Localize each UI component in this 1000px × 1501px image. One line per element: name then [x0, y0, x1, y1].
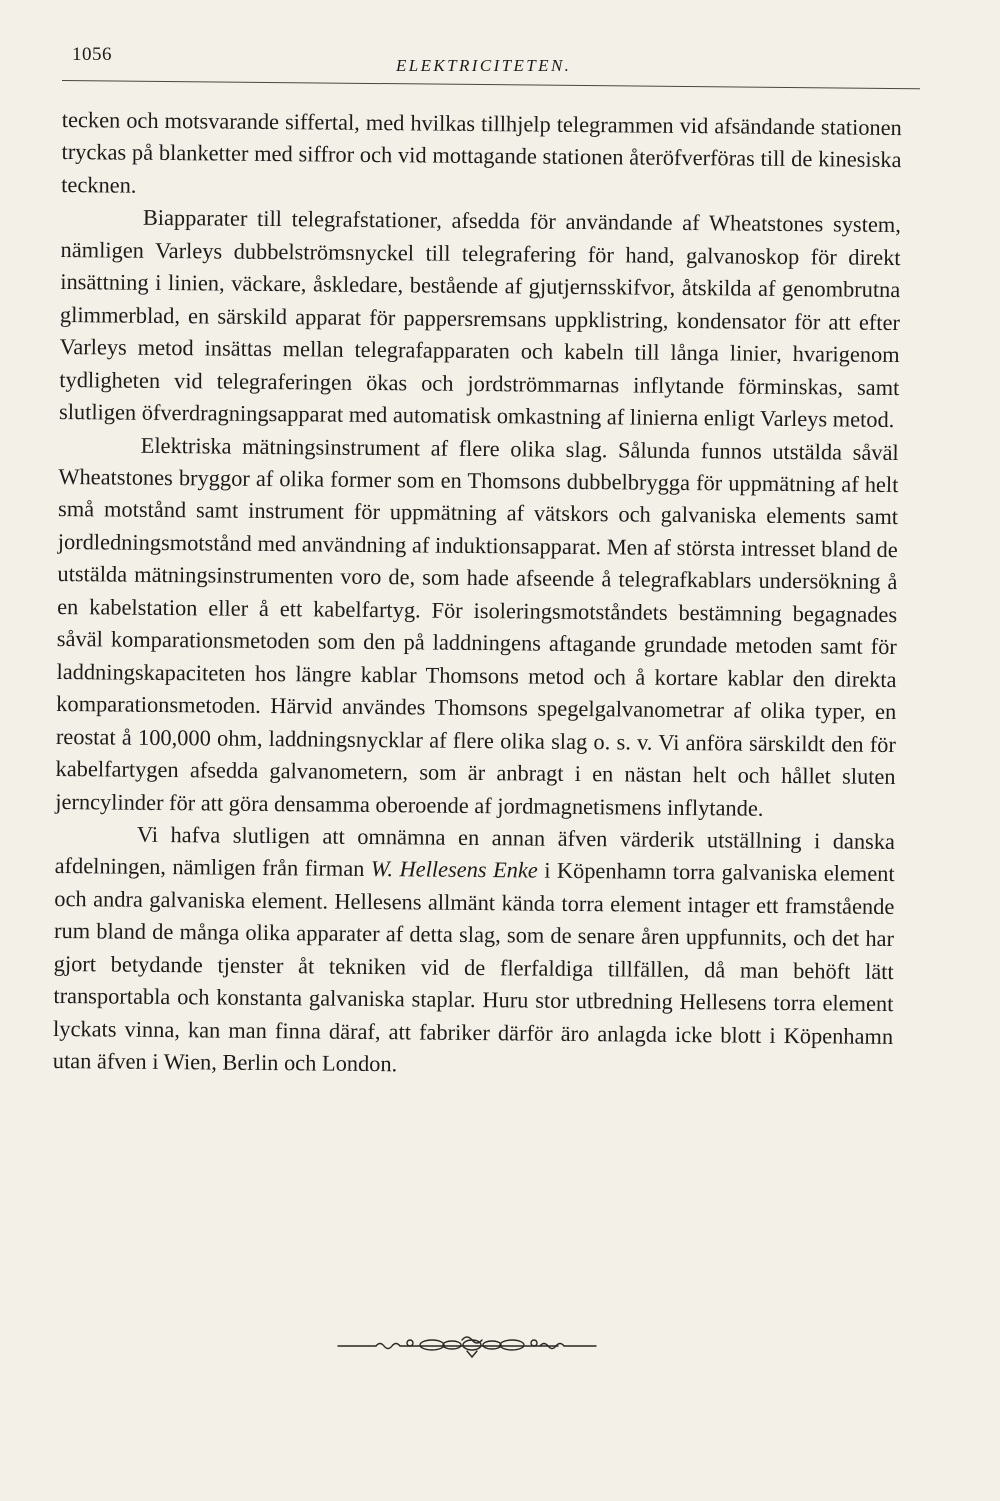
paragraph-4-end: i Köpenhamn torra galvaniska element och andra galvaniska element. Hellesens allmänt kända torra element intager ett framstående rum bland de många olika apparater af detta slag, som de senare åren uppfunnits, och det har gjort betydande tjenster åt tekniken vid de flerfaldiga tillfällen, då man behöft lätt transportabla och konstanta galvaniska staplar. Huru stor utbredning Hellesens torra element lyckats vinna, kan man finna däraf, att fabriker därför äro anlagda icke blott i Köpenhamn utan äfven i Wien, Berlin och London.: [52, 858, 895, 1077]
paragraph-1: tecken och motsvarande siffertal, med hvilkas tillhjelp telegrammen vid afsändande stationen tryckas på blanketter med siffror och vid mottagande stationen återöfverföras till de kinesiska tecknen.: [61, 106, 902, 198]
firm-name: W. Hellesens Enke: [370, 856, 538, 884]
header-rule: [62, 80, 920, 89]
page-header: [62, 44, 922, 84]
paragraph-2: Biapparater till telegrafstationer, afsedda för användande af Wheatstones system, nämligen Varleys dubbelströmsnyckel till telegrafering för hand, galvanoskop för direkt insättning i linien, väckare, åskledare, bestående af gjutjernsskifvor, åtskilda af genombrutna glimmerblad, en särskild apparat för pappersremsans uppklistring, kondensator för att efter Varleys metod insättas mellan telegrafapparaten och kabeln till långa linier, hvarigenom tydligheten vid telegraferingen ökas och jordströmmarnas inflytande förminskas, samt slutligen öfverdragningsapparat med automatisk omkastning af linierna enligt Varleys metod.: [58, 205, 901, 433]
paragraph-4: [53, 818, 895, 1086]
decorative-flourish-icon: [336, 1332, 598, 1360]
page-number: 1056: [72, 44, 112, 65]
paragraph-3: Elektriska mätningsinstrument af flere olika slag. Sålunda funnos utstälda såväl Wheatstones bryggor af olika former som en Thomsons dubbelbrygga för uppmätning af helt små motstånd samt instrument för uppmätning af vätskors och galvaniska elements samt jordledningsmotstånd med användning af induktionsapparat. Men af största intresset bland de utstälda mätningsinstrumenten voro de, som hade afseende å telegrafkablars undersökning å en kabelstation eller å ett kabelfartyg. För isoleringsmotståndets bestämning begagnades såväl komparationsmetoden som den på laddningens aftagande grundade metoden samt för laddningskapaciteten hos längre kablar Thomsons metod och å kortare kablar den direkta komparationsmetoden. Härvid användes Thomsons spegelgalvanometrar af olika typer, en reostat å 100,000 ohm, laddningsnycklar af flere olika slag o. s. v. Vi anföra särskildt den för kabelfartygen afsedda galvanometern, som är anbragt i en nästan helt och hållet sluten jerncylinder för att göra densamma oberoende af jordmagnetismens inflytande.: [55, 432, 899, 821]
body-text: [53, 104, 902, 1086]
paragraph-4-start: Vi hafva slutligen att omnämna en annan äfven värderik utställning i danska afdelningen, nämligen från firman: [54, 821, 896, 882]
running-title: ELEKTRICITETEN.: [396, 56, 572, 75]
